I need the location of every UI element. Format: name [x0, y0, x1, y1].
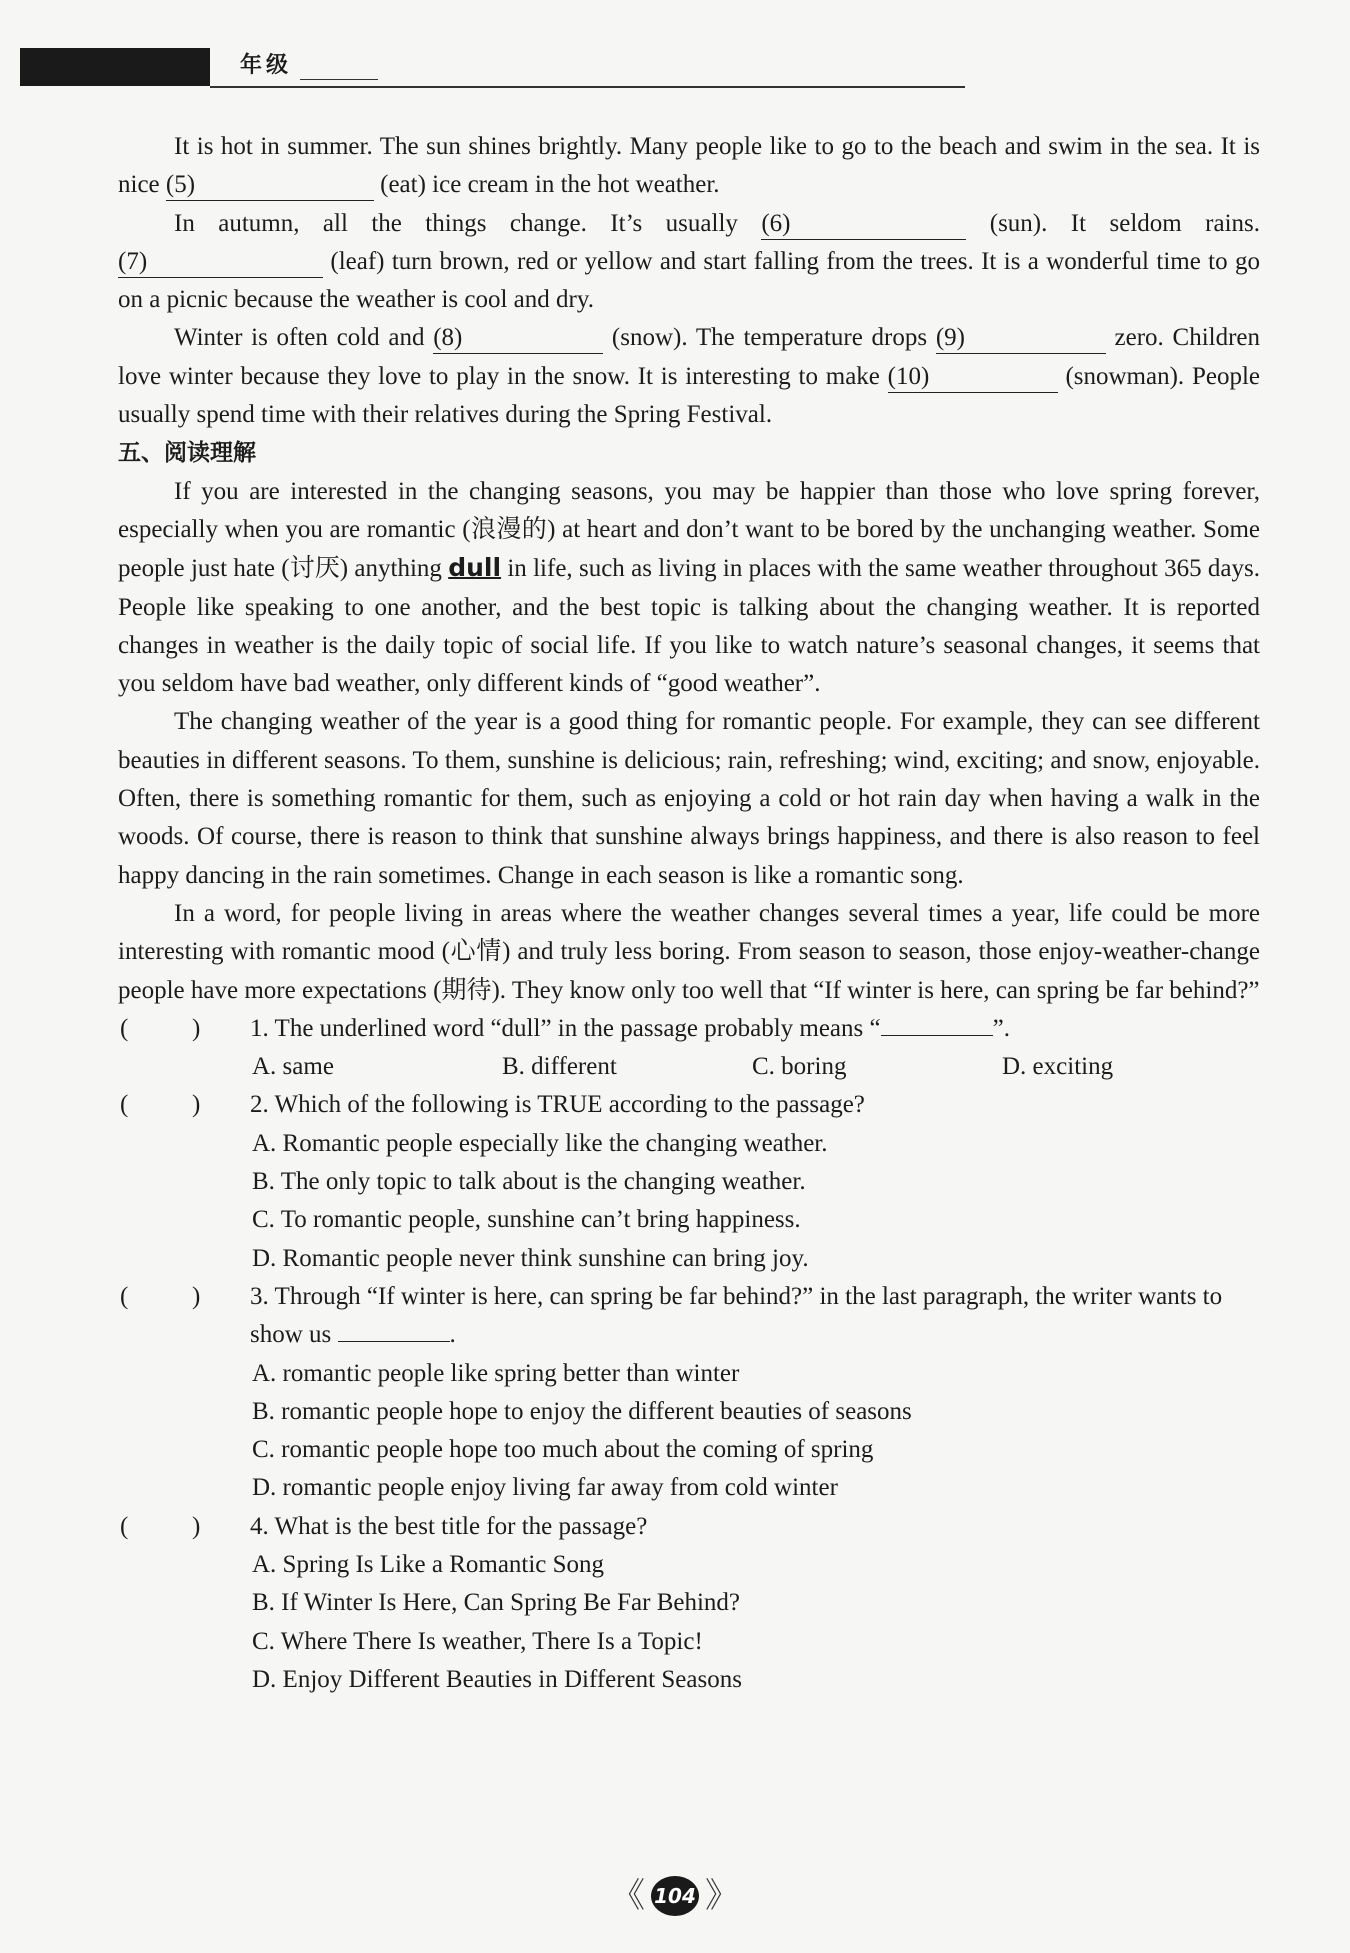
bracket-left: ( — [120, 1091, 129, 1119]
option-c[interactable]: C. boring — [752, 1053, 847, 1081]
question-4 — [118, 1508, 1260, 1546]
answer-bracket[interactable] — [120, 1508, 220, 1546]
double-chevron-right-icon: 》 — [705, 1876, 739, 1916]
cloze-text: It is hot in summer. The sun shines brightly. Many people like to go to the beach and swim in the sea. It is nice — [118, 133, 1260, 199]
passage-text: in life, such as living in places with the same weather throughout 365 days. People like speaking to one another, and the best topic is talking about the changing weather. It is reported changes in weather is the daily topic of social life. If you like to watch nature’s seasonal changes, it seems that you seldom have bad weather, only different kinds of “good weather”. — [118, 555, 1260, 698]
cloze-text: Winter is often cold and — [174, 324, 434, 352]
blank-8[interactable]: (8) — [433, 323, 603, 354]
option-c[interactable]: C. romantic people hope too much about the coming of spring — [252, 1436, 874, 1464]
question-stem-end: ”. — [992, 1014, 1010, 1042]
blank-5[interactable]: (5) — [166, 170, 374, 201]
answer-bracket[interactable] — [120, 1010, 220, 1048]
grade-label: 年级 — [240, 53, 293, 78]
double-chevron-left-icon: 《 — [611, 1876, 645, 1916]
question-1-blank[interactable] — [881, 1035, 993, 1036]
page-number: 104 — [651, 1876, 699, 1916]
blank-6[interactable]: (6) — [761, 209, 966, 240]
bracket-right: ) — [192, 1091, 201, 1119]
cloze-summer-paragraph — [118, 128, 1260, 205]
question-1 — [118, 1010, 1260, 1048]
cloze-text: (leaf) turn brown, red or yellow and start falling from the trees. It is a wonderful time to go on a picnic because the weather is cool and dry. — [118, 247, 1260, 314]
option-d[interactable]: D. Romantic people never think sunshine can bring joy. — [252, 1244, 809, 1272]
question-stem: 4. What is the best title for the passage? — [250, 1512, 648, 1540]
option-d[interactable]: D. exciting — [1002, 1053, 1114, 1081]
bracket-right: ) — [192, 1014, 201, 1042]
bracket-left: ( — [120, 1282, 129, 1310]
underlined-word-dull: dull — [448, 553, 502, 583]
blank-9[interactable]: (9) — [936, 323, 1106, 354]
question-stem: 3. Through “If winter is here, can spring be far behind?” in the last paragraph, the writer wants to show us — [250, 1282, 1223, 1349]
reading-paragraph-3: In a word, for people living in areas where the weather changes several times a year, life could be more interesting with romantic mood (心情) and truly less boring. From season to season, those enjoy-weather-change people have more expectations (期待). They know only too well that “If winter is here, can spring be far behind?” — [118, 899, 1260, 1004]
bracket-left: ( — [120, 1014, 129, 1042]
option-b[interactable]: B. romantic people hope to enjoy the different beauties of seasons — [252, 1397, 912, 1425]
bracket-right: ) — [192, 1512, 201, 1540]
cloze-text: (sun). It seldom rains. — [966, 209, 1260, 237]
bracket-left: ( — [120, 1512, 129, 1540]
question-stem: 1. The underlined word “dull” in the passage probably means “ — [250, 1014, 881, 1042]
option-d[interactable]: D. romantic people enjoy living far away from cold winter — [252, 1474, 838, 1502]
option-b[interactable]: B. The only topic to talk about is the changing weather. — [252, 1168, 806, 1196]
option-c[interactable]: C. Where There Is weather, There Is a Topic! — [252, 1627, 703, 1655]
option-b[interactable]: B. If Winter Is Here, Can Spring Be Far Behind? — [252, 1589, 741, 1617]
cloze-winter-paragraph — [118, 319, 1260, 434]
reading-paragraph-1 — [118, 473, 1260, 704]
option-b[interactable]: B. different — [502, 1053, 617, 1081]
question-stem: 2. Which of the following is TRUE according to the passage? — [250, 1091, 865, 1119]
option-a[interactable]: A. Spring Is Like a Romantic Song — [252, 1550, 605, 1578]
blank-10[interactable]: (10) — [888, 362, 1058, 393]
passage-text: If you are interested in the changing seasons, you may be happier than those who love spring forever, especially when you are romantic (浪漫的) at heart and don’t want to be bored by the unchanging weather. Some people just hate (讨厌) anything — [118, 477, 1260, 583]
answer-bracket[interactable] — [120, 1278, 220, 1316]
option-a[interactable]: A. same — [252, 1053, 334, 1081]
question-3-blank[interactable] — [338, 1341, 450, 1342]
header-rule — [210, 86, 965, 88]
question-stem-end: . — [449, 1321, 456, 1349]
question-3 — [118, 1278, 1260, 1355]
cloze-autumn-paragraph — [118, 205, 1260, 320]
bracket-right: ) — [192, 1282, 201, 1310]
reading-section-title: 五、阅读理解 — [118, 440, 256, 467]
question-1-options — [118, 1048, 1260, 1086]
page-number-badge — [611, 1876, 739, 1916]
option-a[interactable]: A. romantic people like spring better than winter — [252, 1359, 740, 1387]
page-content — [118, 128, 1260, 1699]
question-2 — [118, 1086, 1260, 1124]
option-d[interactable]: D. Enjoy Different Beauties in Different Seasons — [252, 1665, 742, 1693]
cloze-text: In autumn, all the things change. It’s usually — [174, 209, 762, 237]
answer-bracket[interactable] — [120, 1086, 220, 1124]
option-c[interactable]: C. To romantic people, sunshine can’t bring happiness. — [252, 1206, 801, 1234]
option-a[interactable]: A. Romantic people especially like the changing weather. — [252, 1129, 828, 1157]
blank-7[interactable]: (7) — [118, 247, 323, 278]
header-black-bar — [20, 48, 210, 86]
cloze-text: zero. Children love winter because they love to play in the snow. It is interesting to make — [118, 324, 1261, 390]
cloze-text: (snowman). People usually spend time with their relatives during the Spring Festival. — [118, 362, 1260, 429]
reading-paragraph-2: The changing weather of the year is a good thing for romantic people. For example, they can see different beauties in different seasons. To them, sunshine is delicious; rain, refreshing; wind, exciting; and snow, enjoyable. Often, there is something romantic for them, such as enjoying a cold or hot rain day when having a walk in the woods. Of course, there is reason to think that sunshine always brings happiness, and there is also reason to feel happy dancing in the rain sometimes. Change in each season is like a romantic song. — [118, 708, 1260, 889]
cloze-text: (eat) ice cream in the hot weather. — [373, 171, 720, 199]
cloze-text: (snow). The temperature drops — [603, 324, 936, 352]
page-footer — [0, 1876, 1350, 1916]
grade-blank-line[interactable] — [300, 79, 378, 80]
